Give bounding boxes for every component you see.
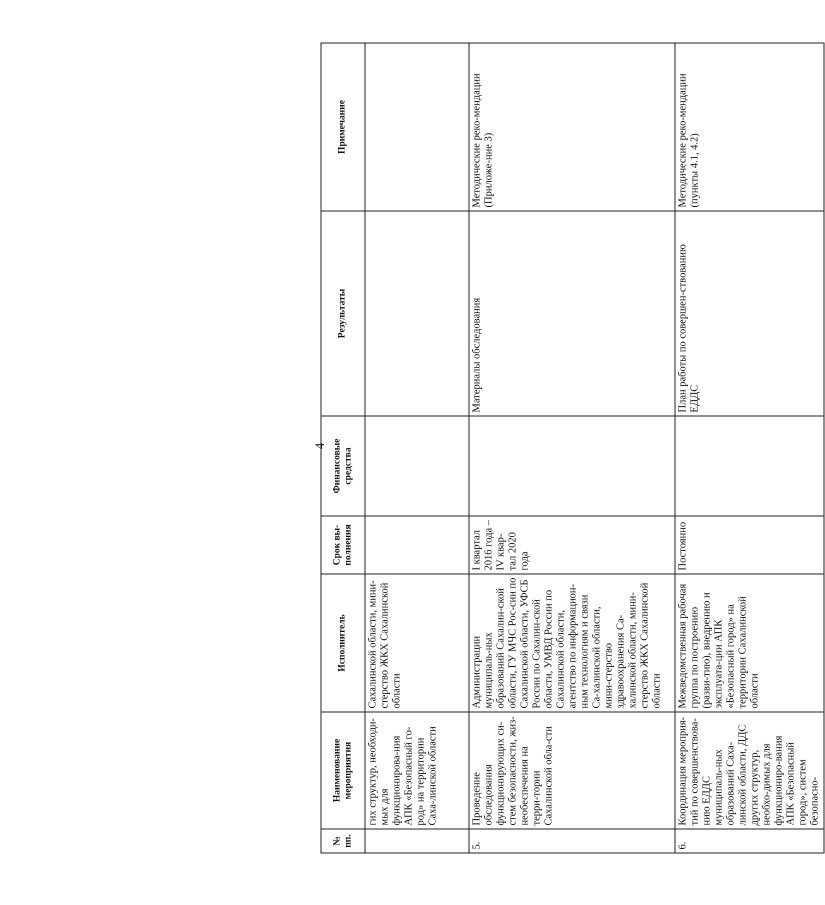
header-finance: Финансовые средства xyxy=(321,416,365,516)
cell-finance xyxy=(469,416,675,516)
cell-name: гих структур, необходи-мых для функционирова-ния АПК «Безопасный го-род» на территории Саха-линской области xyxy=(365,712,469,829)
cell-results: План работы по совершен-ствованию ЕДДС xyxy=(675,211,824,416)
cell-finance xyxy=(365,416,469,516)
cell-notes: Методические реко-мендации (Приложе-ние 3) xyxy=(469,43,675,211)
cell-num: 5. xyxy=(469,829,675,853)
cell-name: Координация мероприя-тий по совершенствова-нию ЕДДС муниципаль-ных образований Саха-линской области, ДДС других структур, необхо-димых для функциониро-вания АПК «Безопасный город», систем безопасно- xyxy=(675,712,824,829)
cell-num xyxy=(365,829,469,853)
cell-notes: Методические реко-мендации (пункты 4.1, 4.2) xyxy=(675,43,824,211)
cell-finance xyxy=(675,416,824,516)
plan-table xyxy=(321,42,825,853)
table-header-row xyxy=(321,43,365,853)
cell-notes xyxy=(365,43,469,211)
header-term: Срок вы-полнения xyxy=(321,516,365,574)
cell-results: Материалы обследования xyxy=(469,211,675,416)
cell-term xyxy=(365,516,469,574)
cell-results xyxy=(365,211,469,416)
cell-term: I квартал 2016 года – IV квар-тал 2020 года xyxy=(469,516,675,574)
table-row xyxy=(675,43,824,853)
header-name: Наименование мероприятия xyxy=(321,712,365,829)
cell-term: Постоянно xyxy=(675,516,824,574)
cell-name: Проведение обследования функционирующих си-стем безопасности, жиз-необеспечения на терри-тории Сахалинской обла-сти xyxy=(469,712,675,829)
cell-executor: Сахалинской области, мини-стерство ЖКХ Сахалинской области xyxy=(365,574,469,712)
header-num: № пп. xyxy=(321,829,365,853)
header-results: Результаты xyxy=(321,211,365,416)
page-number: 4 xyxy=(312,442,327,450)
table-row xyxy=(469,43,675,853)
header-executor: Исполнитель xyxy=(321,574,365,712)
rotated-table-wrapper xyxy=(321,43,821,853)
cell-num: 6. xyxy=(675,829,824,853)
cell-executor: Администрации муниципаль-ных образований Сахалин-ской области, ГУ МЧС Рос-сии по Сахалинской области, УФСБ России по Сахалин-ской области, УМВД России по Сахалинской области, агентство по информацион-ным технологиям и связи Са-халинской области, мини-стерство здравоохранения Са-халинской области, мини-стерство ЖКХ Сахалинской области xyxy=(469,574,675,712)
table-row xyxy=(365,43,469,853)
header-notes: Примечание xyxy=(321,43,365,211)
cell-executor: Межведомственная рабочая группа по построению (разви-тию), внедрению и эксплуата-ции АПК «Безопасный город» на территории Сахалинской области xyxy=(675,574,824,712)
